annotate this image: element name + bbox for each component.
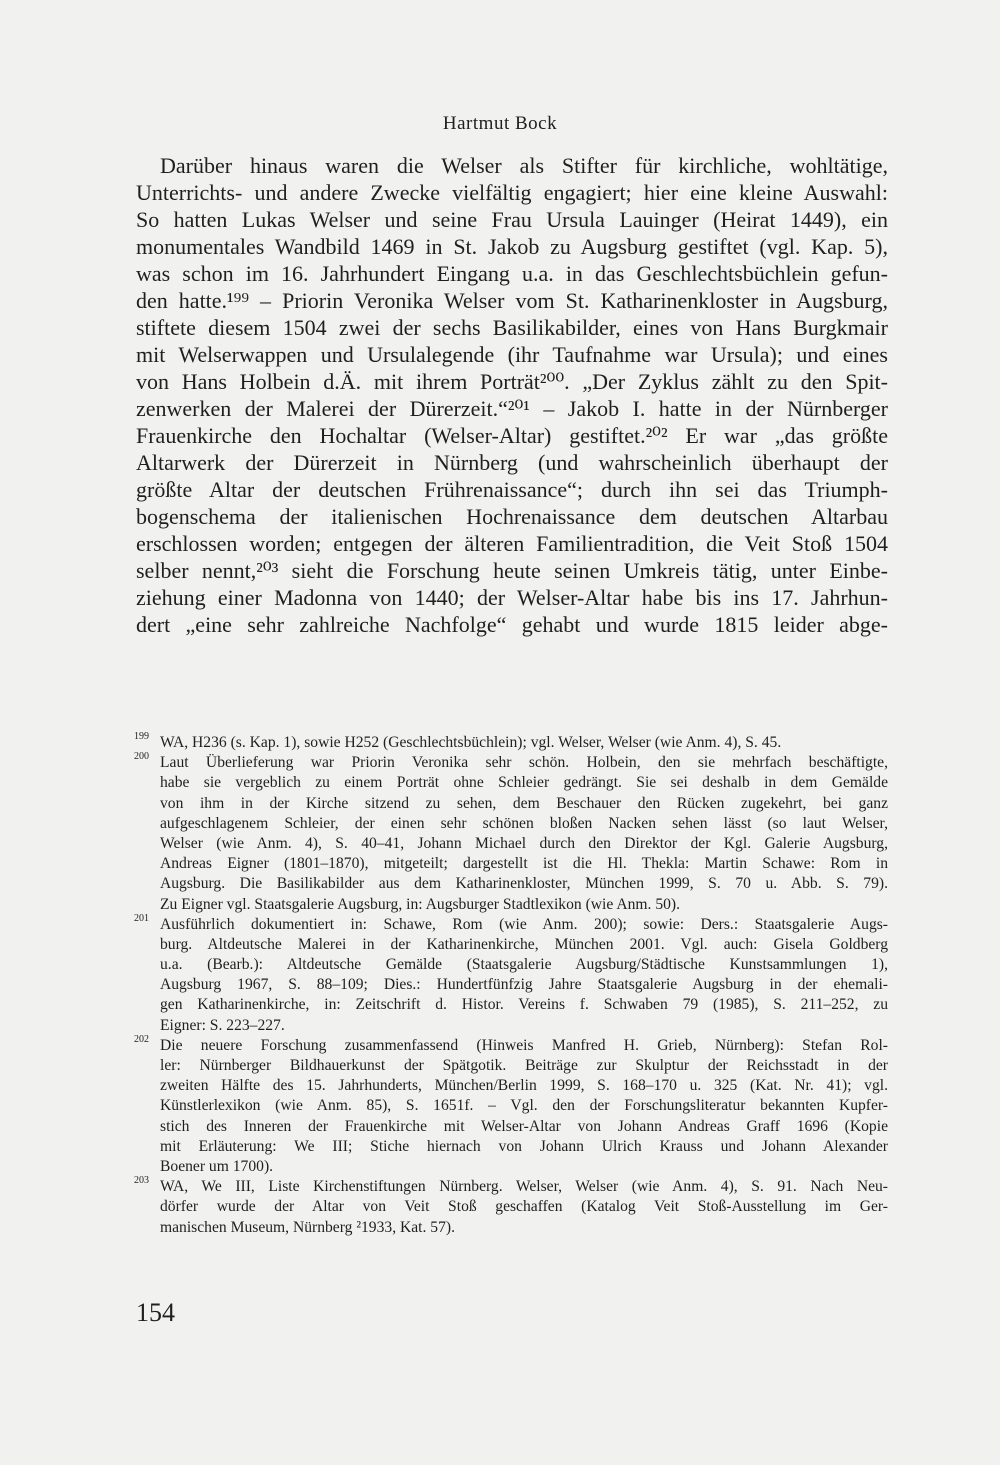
body-line: ziehung einer Madonna von 1440; der Welser-Altar habe bis ins 17. Jahrhun- xyxy=(136,585,888,610)
footnote xyxy=(136,1177,888,1238)
footnote-line: stich des Inneren der Frauenkirche mit Welser-Altar von Johann Andreas Graff 1696 (Kopie xyxy=(160,1117,888,1135)
body-line: So hatten Lukas Welser und seine Frau Ursula Lauinger (Heirat 1449), ein xyxy=(136,207,888,232)
body-line: den hatte.¹⁹⁹ – Priorin Veronika Welser vom St. Katharinenkloster in Augsburg, xyxy=(136,288,888,313)
footnote-line: gen Katharinenkirche, in: Zeitschrift d. Histor. Vereins f. Schwaben 79 (1985), S. 211–252, zu xyxy=(160,996,888,1014)
footnote-line: zweiten Hälfte des 15. Jahrhunderts, München/Berlin 1999, S. 168–170 u. 325 (Kat. Nr. 41); vgl. xyxy=(160,1077,888,1095)
footnote-line: WA, H236 (s. Kap. 1), sowie H252 (Geschlechtsbüchlein); vgl. Welser, Welser (wie Anm. 4), S. 45. xyxy=(160,734,782,751)
footnote-line: Augsburg. Die Basilikabilder aus dem Katharinenkloster, München 1999, S. 70 u. Abb. S. 79). xyxy=(160,875,888,893)
footnote-line: Die neuere Forschung zusammenfassend (Hinweis Manfred H. Grieb, Nürnberg): Stefan Rol- xyxy=(160,1036,888,1054)
footnote-line: Welser (wie Anm. 4), S. 40–41, Johann Michael durch den Direktor der Kgl. Galerie Augsburg, xyxy=(160,834,888,852)
body-line: erschlossen worden; entgegen der älteren Familientradition, die Veit Stoß 1504 xyxy=(136,531,888,556)
footnote-number: 199 xyxy=(134,731,149,742)
body-line: selber nennt,²⁰³ sieht die Forschung heute seinen Umkreis tätig, unter Einbe- xyxy=(136,558,888,583)
footnote-number: 203 xyxy=(134,1175,149,1187)
footnote-line: Augsburg 1967, S. 88–109; Dies.: Hundertfünfzig Jahre Staatsgalerie Augsburg in der ehemali- xyxy=(160,976,888,994)
footnote-line: burg. Altdeutsche Malerei in der Katharinenkirche, München 2001. Vgl. auch: Gisela Goldberg xyxy=(160,935,888,953)
body-line: mit Welserwappen und Ursulalegende (ihr Taufnahme war Ursula); und eines xyxy=(136,342,888,367)
body-line: bogenschema der italienischen Hochrenaissance dem deutschen Altarbau xyxy=(136,504,888,529)
body-line: Darüber hinaus waren die Welser als Stifter für kirchliche, wohltätige, xyxy=(160,153,888,178)
footnote xyxy=(134,1033,888,1177)
footnote-line: mit Erläuterung: We III; Stiche hiernach von Johann Ulrich Krauss und Johann Alexander xyxy=(160,1137,888,1155)
footnote-line: Boener um 1700). xyxy=(160,1157,274,1175)
footnote-line: u.a. (Bearb.): Altdeutsche Gemälde (Staatsgalerie Augsburg/Städtische Kunstsammlungen 1), xyxy=(160,956,888,974)
page-number: 154 xyxy=(136,1298,175,1327)
footnote-line: habe sie vergeblich zu einem Porträt ohne Schleier gedrängt. Sie sei deshalb in dem Gemälde xyxy=(160,774,888,792)
footnotes xyxy=(136,733,888,1238)
body-line: Unterrichts- und andere Zwecke vielfältig engagiert; hier eine kleine Auswahl: xyxy=(136,180,888,205)
body-line: Frauenkirche den Hochaltar (Welser-Altar) gestiftet.²⁰² Er war „das größte xyxy=(136,423,888,448)
footnote-line: Ausführlich dokumentiert in: Schawe, Rom (wie Anm. 200); sowie: Ders.: Staatsgalerie Augs- xyxy=(160,915,888,933)
footnote-line: Andreas Eigner (1801–1870), mitgeteilt; dargestellt ist die Hl. Thekla: Martin Schawe: Rom in xyxy=(160,855,888,873)
footnote-number: 201 xyxy=(134,912,149,924)
footnote xyxy=(136,733,888,753)
body-line: von Hans Holbein d.Ä. mit ihrem Porträt²⁰⁰. „Der Zyklus zählt zu den Spit- xyxy=(136,369,888,394)
running-header: Hartmut Bock xyxy=(442,113,558,134)
footnote-line: Laut Überlieferung war Priorin Veronika sehr schön. Holbein, den sie mehrfach beschäftigte, xyxy=(160,754,888,772)
footnote xyxy=(134,912,888,1036)
footnote-line: WA, We III, Liste Kirchenstiftungen Nürnberg. Welser, Welser (wie Anm. 4), S. 91. Nach Neu- xyxy=(160,1178,888,1196)
footnote-number: 202 xyxy=(134,1033,149,1045)
footnote-line: von ihm in der Kirche sitzend zu sehen, dem Beschauer den Rücken zugekehrt, bei ganz xyxy=(160,794,888,812)
footnote-line: Künstlerlexikon (wie Anm. 85), S. 1651f. – Vgl. den der Forschungsliteratur bekannten Kupfer- xyxy=(160,1097,888,1115)
footnote-line: aufgeschlagenem Schleier, der einen sehr schönen bloßen Nacken sehen lässt (so laut Welser, xyxy=(160,814,888,832)
footnote xyxy=(136,753,888,915)
footnote-line: dörfer wurde der Altar von Veit Stoß geschaffen (Katalog Veit Stoß-Ausstellung im Ger- xyxy=(160,1198,888,1216)
footnote-line: Zu Eigner vgl. Staatsgalerie Augsburg, in: Augsburger Stadtlexikon (wie Anm. 50). xyxy=(160,895,681,913)
body-line: was schon im 16. Jahrhundert Eingang u.a. in das Geschlechtsbüchlein gefun- xyxy=(136,261,888,286)
body-line: stiftete diesem 1504 zwei der sechs Basilikabilder, eines von Hans Burgkmair xyxy=(136,315,888,340)
body-text xyxy=(136,152,888,638)
footnote-line: Eigner: S. 223–227. xyxy=(160,1016,285,1034)
body-line: größte Altar der deutschen Frührenaissance“; durch ihn sei das Triumph- xyxy=(136,477,888,502)
footnote-number: 200 xyxy=(134,751,149,763)
footnote-line: ler: Nürnberger Bildhauerkunst der Spätgotik. Beiträge zur Skulptur der Reichsstadt in der xyxy=(160,1057,888,1074)
body-line: Altarwerk der Dürerzeit in Nürnberg (und wahrscheinlich überhaupt der xyxy=(136,450,888,475)
body-line: monumentales Wandbild 1469 in St. Jakob zu Augsburg gestiftet (vgl. Kap. 5), xyxy=(136,234,888,259)
body-line: zenwerken der Malerei der Dürerzeit.“²⁰¹ – Jakob I. hatte in der Nürnberger xyxy=(136,396,888,421)
body-line: dert „eine sehr zahlreiche Nachfolge“ gehabt und wurde 1815 leider abge- xyxy=(136,612,888,637)
footnote-line: manischen Museum, Nürnberg ²1933, Kat. 57). xyxy=(160,1218,455,1236)
